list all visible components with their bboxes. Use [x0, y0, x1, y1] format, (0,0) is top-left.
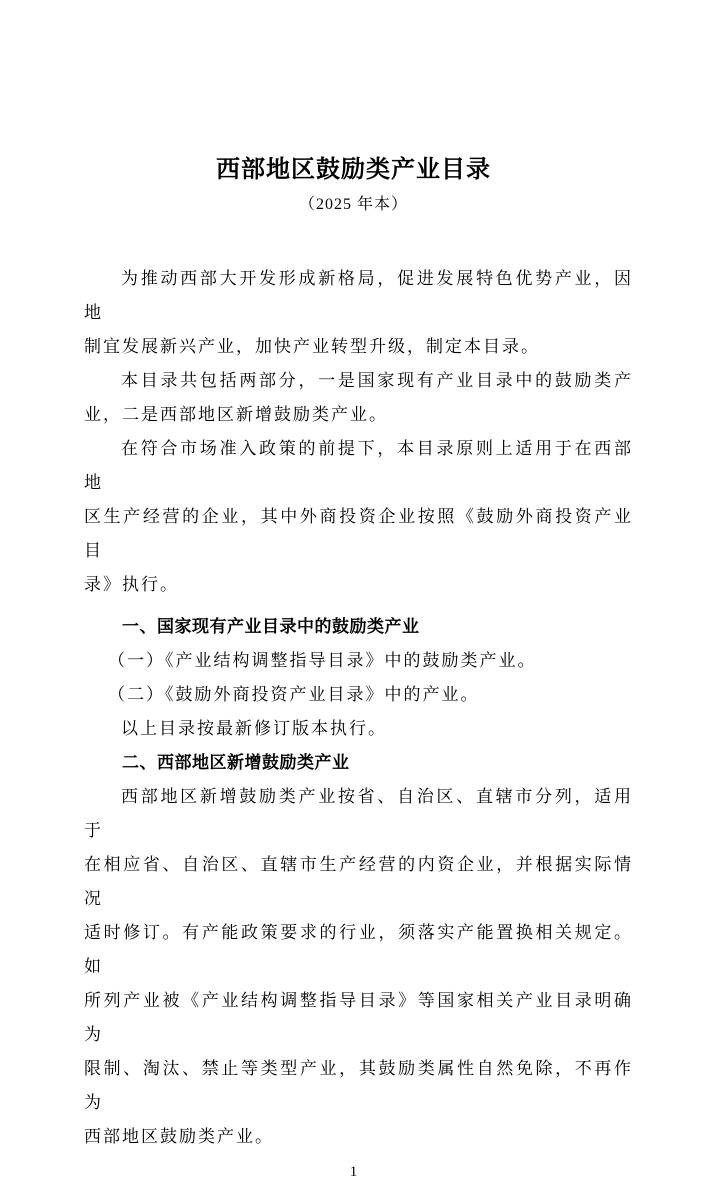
intro-paragraph-line: 在符合市场准入政策的前提下，本目录原则上适用于在西部地 — [84, 439, 633, 492]
document-edition: （2025 年本） — [298, 196, 408, 213]
intro-paragraph-line: 录》执行。 — [84, 575, 179, 594]
intro-paragraph-line: 制宜发展新兴产业，加快产业转型升级，制定本目录。 — [84, 337, 540, 356]
section2-paragraph-line: 在相应省、自治区、直辖市生产经营的内资企业，并根据实际情况 — [84, 855, 633, 908]
section1-note: 以上目录按最新修订版本执行。 — [121, 719, 387, 738]
section1-item-1: （一）《产业结构调整指导目录》中的鼓励类产业。 — [108, 651, 537, 670]
intro-paragraph-line: 本目录共包括两部分，一是国家现有产业目录中的鼓励类产 — [121, 371, 633, 390]
section2-paragraph-line: 西部地区新增鼓励类产业按省、自治区、直辖市分列，适用于 — [84, 787, 633, 840]
section2-heading: 二、西部地区新增鼓励类产业 — [122, 753, 350, 772]
intro-paragraph-line: 业，二是西部地区新增鼓励类产业。 — [84, 405, 388, 424]
intro-paragraph-line: 为推动西部大开发形成新格局，促进发展特色优势产业，因地 — [84, 269, 633, 322]
section1-item-2: （二）《鼓励外商投资产业目录》中的产业。 — [108, 685, 480, 704]
intro-paragraph-line: 区生产经营的企业，其中外商投资企业按照《鼓励外商投资产业目 — [84, 507, 633, 560]
page-number: 1 — [349, 1164, 358, 1180]
document-body — [84, 262, 633, 1154]
section2-paragraph-line: 限制、淘汰、禁止等类型产业，其鼓励类属性自然免除，不再作为 — [84, 1059, 633, 1112]
section2-paragraph-line: 西部地区鼓励类产业。 — [84, 1127, 274, 1146]
section2-paragraph-line: 适时修订。有产能政策要求的行业，须落实产能置换相关规定。如 — [84, 923, 633, 976]
section1-heading: 一、国家现有产业目录中的鼓励类产业 — [122, 617, 420, 636]
document-title: 西部地区鼓励类产业目录 — [216, 157, 491, 183]
section2-paragraph-line: 所列产业被《产业结构调整指导目录》等国家相关产业目录明确为 — [84, 991, 633, 1044]
